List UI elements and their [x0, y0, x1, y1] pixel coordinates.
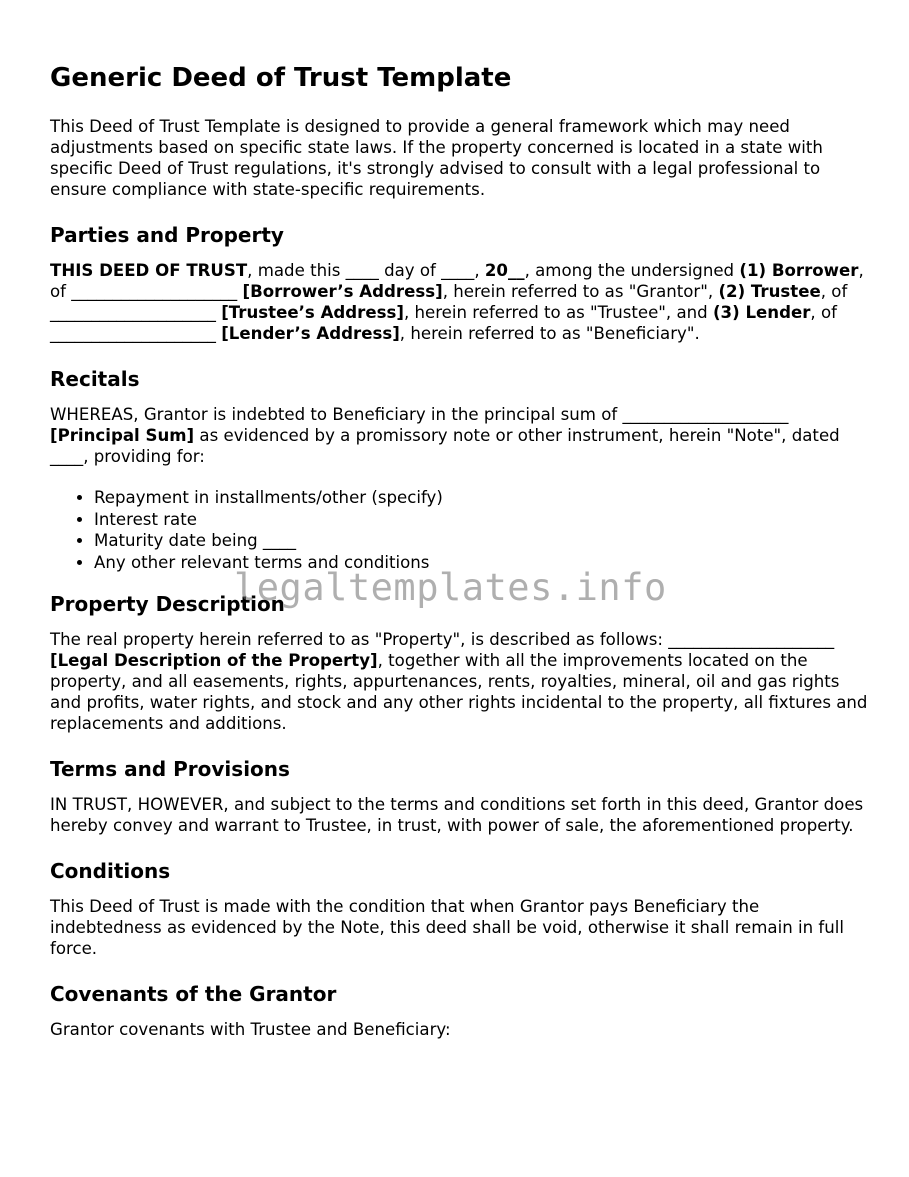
property-intro-text: The real property herein referred to as "Property", is described as follows: ____________________ — [50, 630, 835, 649]
recitals-paragraph — [50, 404, 868, 467]
whereas-text: WHEREAS, Grantor is indebted to Beneficiary in the principal sum of ____________________ — [50, 405, 789, 424]
year-blank: 20__ — [484, 261, 525, 280]
beneficiary-definition: , herein referred to as "Beneficiary". — [399, 324, 700, 343]
section-heading-property: Property Description — [50, 592, 285, 616]
section-heading-parties: Parties and Property — [50, 223, 284, 247]
lender-of-blank: , of ____________________ — [50, 303, 837, 343]
grantor-definition: , herein referred to as "Grantor", — [442, 282, 719, 301]
principal-sum-placeholder: [Principal Sum] — [50, 426, 195, 445]
evidenced-text: as evidenced by a promissory note or other instrument, herein "Note", dated ____, providing for: — [50, 426, 840, 466]
made-this-text: , made this ____ day of ____, — [247, 261, 485, 280]
recitals-list — [50, 487, 868, 573]
lender-label: (3) Lender — [712, 303, 811, 322]
borrower-label: (1) Borrower — [739, 261, 859, 280]
trustee-definition: , herein referred to as "Trustee", and — [403, 303, 713, 322]
watermark-text: legaltemplates.info — [234, 566, 667, 609]
section-heading-conditions: Conditions — [50, 859, 171, 883]
deed-of-trust-term: THIS DEED OF TRUST — [50, 261, 248, 280]
terms-paragraph: IN TRUST, HOWEVER, and subject to the terms and conditions set forth in this deed, Grantor does hereby convey and warrant to Trustee, in trust, with power of sale, the aforementioned property. — [50, 795, 864, 835]
list-item: • Interest rate — [94, 509, 868, 531]
trustee-of-blank: , of ____________________ — [50, 282, 848, 322]
legal-description-placeholder: [Legal Description of the Property] — [50, 651, 378, 670]
page-title: Generic Deed of Trust Template — [50, 63, 512, 93]
trustee-label: (2) Trustee — [718, 282, 821, 301]
covenants-paragraph: Grantor covenants with Trustee and Beneficiary: — [50, 1020, 451, 1039]
among-text: , among the undersigned — [524, 261, 740, 280]
section-heading-terms: Terms and Provisions — [50, 757, 290, 781]
borrower-of-blank: , of ____________________ — [50, 261, 864, 301]
section-heading-recitals: Recitals — [50, 367, 140, 391]
lender-address-placeholder: [Lender’s Address] — [221, 324, 400, 343]
trustee-address-placeholder: [Trustee’s Address] — [221, 303, 404, 322]
parties-paragraph — [50, 260, 868, 344]
property-paragraph — [50, 629, 868, 734]
section-heading-covenants: Covenants of the Grantor — [50, 982, 337, 1006]
list-item: • Any other relevant terms and conditions — [94, 552, 868, 574]
conditions-paragraph: This Deed of Trust is made with the condition that when Grantor pays Beneficiary the indebtedness as evidenced by the Note, this deed shall be void, otherwise it shall remain in full force. — [50, 897, 844, 958]
document-page — [50, 58, 868, 1060]
property-rest-text: , together with all the improvements located on the property, and all easements, rights, appurtenances, rents, royalties, mineral, oil and gas rights and profits, water rights, and stock and any other rights incidental to the property, all fixtures and replacements and additions. — [50, 651, 868, 733]
list-item: • Repayment in installments/other (specify) — [94, 487, 868, 509]
intro-paragraph: This Deed of Trust Template is designed to provide a general framework which may need adjustments based on specific state laws. If the property concerned is located in a state with specific Deed of Trust regulations, it's strongly advised to consult with a legal professional to ensure compliance with state-specific requirements. — [50, 117, 823, 199]
list-item: • Maturity date being ____ — [94, 530, 868, 552]
borrower-address-placeholder: [Borrower’s Address] — [242, 282, 443, 301]
